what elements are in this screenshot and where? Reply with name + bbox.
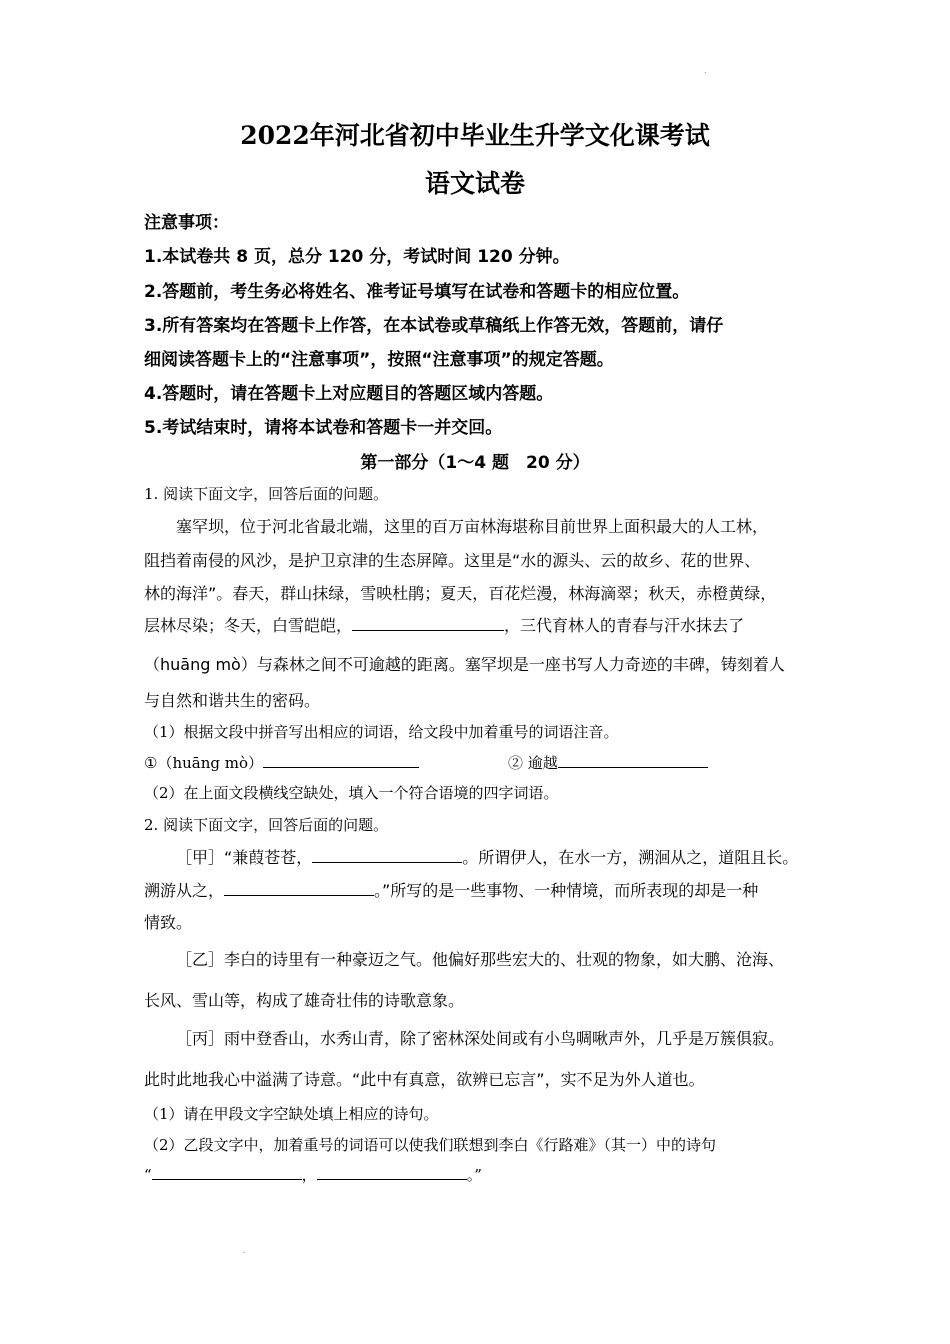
exam-subtitle: 语文试卷	[424, 169, 525, 198]
q1-answer-row-2	[508, 752, 708, 773]
q2-yi-line: ［乙］李白的诗里有一种豪迈之气。他偏好那些宏大的、壮观的物象，如大鹏、沧海、	[176, 950, 785, 969]
scan-dot: .	[704, 66, 707, 75]
q1-option-2: ② 逾越	[508, 754, 558, 772]
scan-dot: .	[243, 1246, 246, 1255]
q2-jia-blank-1[interactable]	[312, 848, 462, 863]
q2-sub2: （2）乙段文字中，加着重号的词语可以使我们联想到李白《行路难》（其一）中的诗句	[144, 1136, 717, 1154]
notes-heading: 注意事项：	[144, 213, 229, 233]
note-item: 1.本试卷共 8 页，总分 120 分，考试时间 120 分钟。	[144, 247, 570, 267]
q1-line-part: ，三代育林人的青春与汗水抹去了	[504, 616, 745, 635]
q2-bing-line: 此时此地我心中溢满了诗意。“此中有真意，欲辨已忘言”，实不足为外人道也。	[144, 1070, 705, 1089]
q1-line: 塞罕坝，位于河北省最北端，这里的百万亩林海堪称目前世界上面积最大的人工林，	[176, 517, 769, 536]
q2-jia-part: ［甲］“兼葭苍苍，	[176, 848, 313, 867]
q1-option-1: ①（huāng mò）	[144, 754, 263, 772]
q2-jia-part: 溯游从之，	[144, 881, 225, 900]
q1-line: 与自然和谐共生的密码。	[144, 691, 321, 710]
q2-bing-line: ［丙］雨中登香山，水秀山青，除了密林深处间或有小鸟啁啾声外，几乎是万簇俱寂。	[176, 1029, 785, 1048]
q2-jia-part: 。所谓伊人，在水一方，溯洄从之，道阻且长。	[462, 848, 799, 867]
q1-answer-blank-1[interactable]	[263, 753, 419, 768]
q2-jia-blank-2[interactable]	[224, 881, 374, 896]
quote-close: 。”	[466, 1166, 482, 1184]
q1-answer-row	[144, 752, 419, 773]
section-heading: 第一部分（1～4 题 20 分）	[360, 453, 590, 473]
note-item: 5.考试结束时，请将本试卷和答题卡一并交回。	[144, 418, 503, 438]
q2-prompt: 2. 阅读下面文字，回答后面的问题。	[144, 816, 389, 834]
q1-line: 林的海洋”。春天，群山抹绿，雪映杜鹃；夏天，百花烂漫，林海滴翠；秋天，赤橙黄绿，	[144, 584, 777, 603]
note-item: 细阅读答题卡上的“注意事项”，按照“注意事项”的规定答题。	[144, 350, 614, 370]
q1-answer-blank-2[interactable]	[558, 753, 708, 768]
q2-jia-line	[176, 845, 798, 868]
q1-prompt: 1. 阅读下面文字，回答后面的问题。	[144, 485, 389, 503]
q2-answer-blank-1[interactable]	[152, 1165, 302, 1180]
q1-line-part: 层林尽染；冬天，白雪皑皑，	[144, 616, 353, 635]
q1-line-with-blank	[144, 613, 744, 636]
q2-jia-part: 。”所写的是一些事物、一种情境，而所表现的却是一种	[374, 881, 759, 900]
quote-open: “	[144, 1166, 152, 1184]
q1-line: （huāng mò）与森林之间不可逾越的距离。塞罕坝是一座书写人力奇迹的丰碑，铸刻着人	[144, 655, 785, 674]
q1-sub1: （1）根据文段中拼音写出相应的词语，给文段中加着重号的词语注音。	[144, 723, 619, 741]
q1-line: 阻挡着南侵的风沙，是护卫京津的生态屏障。这里是“水的源头、云的故乡、花的世界、	[144, 551, 761, 570]
note-item: 3.所有答案均在答题卡上作答，在本试卷或草稿纸上作答无效，答题前，请仔	[144, 316, 724, 336]
q2-yi-line: 长风、雪山等，构成了雄奇壮伟的诗歌意象。	[144, 991, 465, 1010]
q2-answer-blank-2[interactable]	[317, 1165, 467, 1180]
q1-fill-blank[interactable]	[352, 616, 504, 631]
comma: ，	[301, 1166, 317, 1184]
note-item: 2.答题前，考生务必将姓名、准考证号填写在试卷和答题卡的相应位置。	[144, 282, 690, 302]
note-item: 4.答题时，请在答题卡上对应题目的答题区域内答题。	[144, 384, 554, 404]
q2-jia-line	[144, 878, 758, 901]
q1-sub2: （2）在上面文段横线空缺处，填入一个符合语境的四字词语。	[144, 784, 559, 802]
q2-sub2-answer	[144, 1164, 482, 1185]
exam-title: 2022年河北省初中毕业生升学文化课考试	[240, 121, 710, 150]
q2-jia-line: 情致。	[144, 913, 193, 932]
q2-sub1: （1）请在甲段文字空缺处填上相应的诗句。	[144, 1105, 439, 1123]
